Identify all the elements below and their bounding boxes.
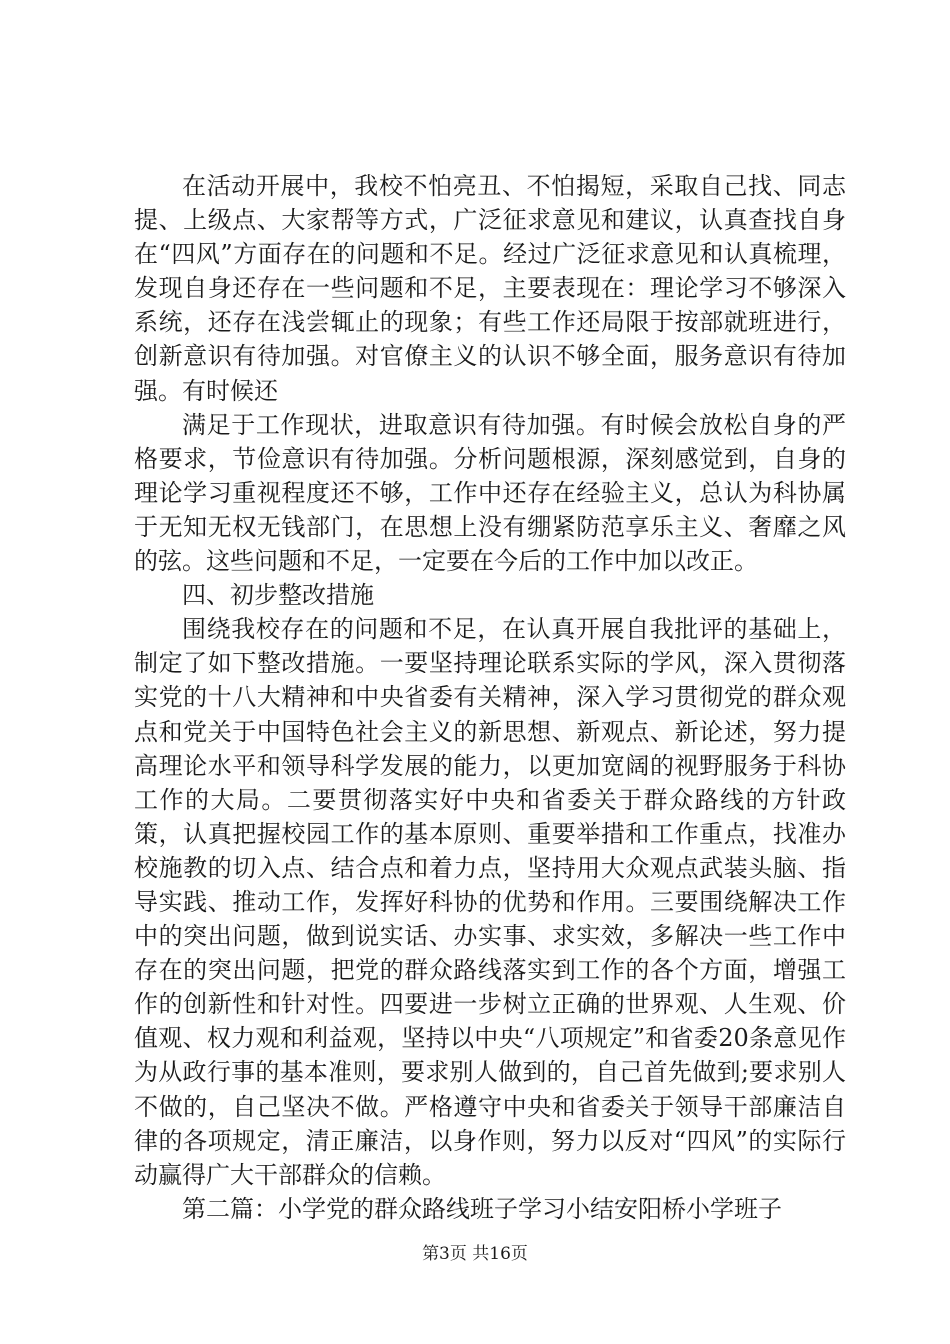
- paragraph-problems: 在活动开展中，我校不怕亮丑、不怕揭短，采取自己找、同志提、上级点、大家帮等方式，广泛征求意见和建议，认真查找自身在“四风”方面存在的问题和不足。经过广泛征求意见和认真梳理，发现自身还存在一些问题和不足，主要表现在：理论学习不够深入系统，还存在浅尝辄止的现象；有些工作还局限于按部就班进行，创新意识有待加强。对官僚主义的认识不够全面，服务意识有待加强。有时候还: [134, 172, 846, 405]
- document-body: [134, 169, 846, 1226]
- section-heading: 四、初步整改措施: [182, 581, 374, 610]
- page-number-footer: 第3页 共16页: [422, 1244, 528, 1264]
- paragraph-analysis: 满足于工作现状，进取意识有待加强。有时候会放松自身的严格要求，节俭意识有待加强。分析问题根源，深刻感觉到，自身的理论学习重视程度还不够，工作中还存在经验主义，总认为科协属于无知无权无钱部门，在思想上没有绷紧防范享乐主义、奢靡之风的弦。这些问题和不足，一定要在今后的工作中加以改正。: [134, 410, 846, 576]
- paragraph-next-title: 第二篇：小学党的群众路线班子学习小结安阳桥小学班子: [182, 1194, 782, 1223]
- paragraph-measures: 围绕我校存在的问题和不足，在认真开展自我批评的基础上，制定了如下整改措施。一要坚持理论联系实际的学风，深入贯彻落实党的十八大精神和中央省委有关精神，深入学习贯彻党的群众观点和党关于中国特色社会主义的新思想、新观点、新论述，努力提高理论水平和领导科学发展的能力，以更加宽阔的视野服务于科协工作的大局。二要贯彻落实好中央和省委关于群众路线的方针政策，认真把握校园工作的基本原则、重要举措和工作重点，找准办校施教的切入点、结合点和着力点，坚持用大众观点武装头脑、指导实践、推动工作，发挥好科协的优势和作用。三要围绕解决工作中的突出问题，做到说实话、办实事、求实效，多解决一些工作中存在的突出问题，把党的群众路线落实到工作的各个方面，增强工作的创新性和针对性。四要进一步树立正确的世界观、人生观、价值观、权力观和利益观，坚持以中央“八项规定”和省委20条意见作为从政行事的基本准则，要求别人做到的，自己首先做到;要求别人不做的，自己坚决不做。严格遵守中央和省委关于领导干部廉洁自律的各项规定，清正廉洁，以身作则，努力以反对“四风”的实际行动赢得广大干部群众的信赖。: [134, 615, 846, 1189]
